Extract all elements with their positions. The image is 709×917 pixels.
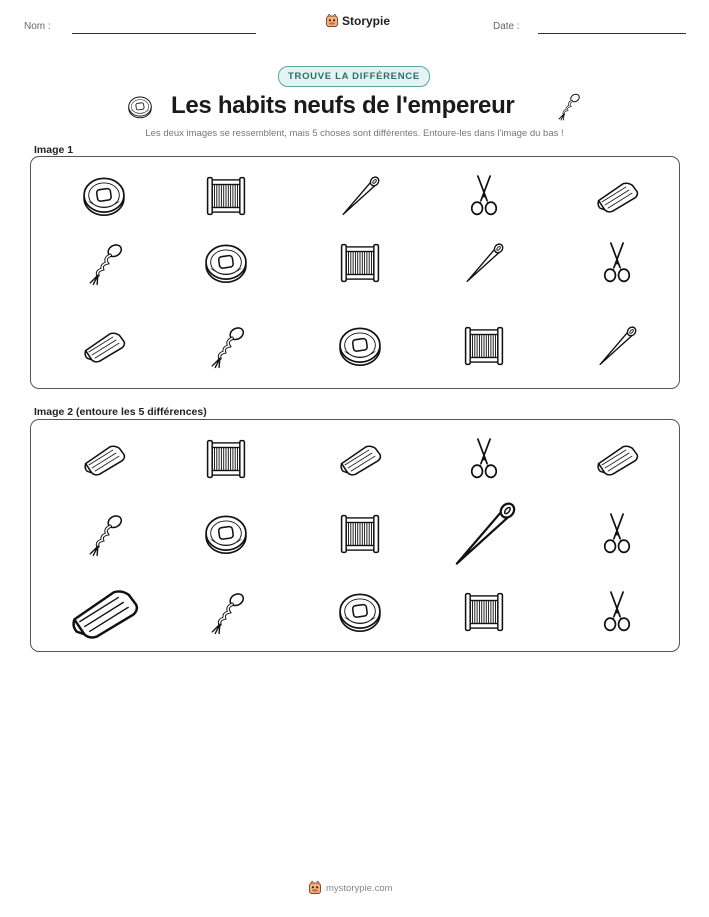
scissors-icon[interactable] — [594, 511, 640, 557]
instructions: Les deux images se ressemblent, mais 5 choses sont différentes. Entoure-les dans l'image du bas ! — [145, 128, 564, 139]
thread-icon — [553, 91, 583, 121]
button-icon — [127, 94, 153, 120]
fabric-icon[interactable] — [81, 436, 127, 482]
date-label: Date : — [493, 21, 520, 32]
loom-icon — [203, 173, 249, 219]
button-icon — [203, 240, 249, 286]
date-line[interactable] — [538, 33, 686, 34]
scissors-icon[interactable] — [461, 436, 507, 482]
button-icon[interactable] — [337, 589, 383, 635]
loom-icon[interactable] — [203, 436, 249, 482]
page-title: Les habits neufs de l'empereur — [171, 92, 515, 119]
thread-icon[interactable] — [81, 511, 127, 557]
footer — [308, 881, 393, 895]
fabric-icon[interactable] — [594, 436, 640, 482]
brand-name: Storypie — [342, 14, 391, 28]
name-line[interactable] — [72, 33, 256, 34]
thread-icon — [81, 240, 127, 286]
loom-icon — [461, 323, 507, 369]
needle-icon — [337, 173, 383, 219]
loom-icon — [337, 240, 383, 286]
storypie-mascot-icon — [308, 881, 322, 895]
thread-icon[interactable] — [203, 589, 249, 635]
storypie-mascot-icon — [325, 14, 339, 28]
loom-icon[interactable] — [461, 589, 507, 635]
scissors-icon — [594, 240, 640, 286]
loom-icon[interactable] — [337, 511, 383, 557]
needle-icon — [461, 240, 507, 286]
fabric-icon — [81, 323, 127, 369]
footer-site: mystorypie.com — [326, 882, 393, 894]
fabric-icon[interactable] — [67, 575, 141, 649]
needle-icon — [594, 323, 640, 369]
needle-icon[interactable] — [447, 497, 521, 571]
fabric-icon[interactable] — [337, 436, 383, 482]
image2-label: Image 2 (entoure les 5 différences) — [34, 406, 207, 418]
activity-badge: TROUVE LA DIFFÉRENCE — [278, 66, 430, 87]
name-label: Nom : — [24, 21, 51, 32]
scissors-icon[interactable] — [594, 589, 640, 635]
scissors-icon — [461, 173, 507, 219]
fabric-icon — [594, 173, 640, 219]
brand — [325, 14, 390, 28]
thread-icon — [203, 323, 249, 369]
button-icon — [337, 323, 383, 369]
button-icon — [81, 173, 127, 219]
button-icon[interactable] — [203, 511, 249, 557]
image1-label: Image 1 — [34, 144, 74, 156]
